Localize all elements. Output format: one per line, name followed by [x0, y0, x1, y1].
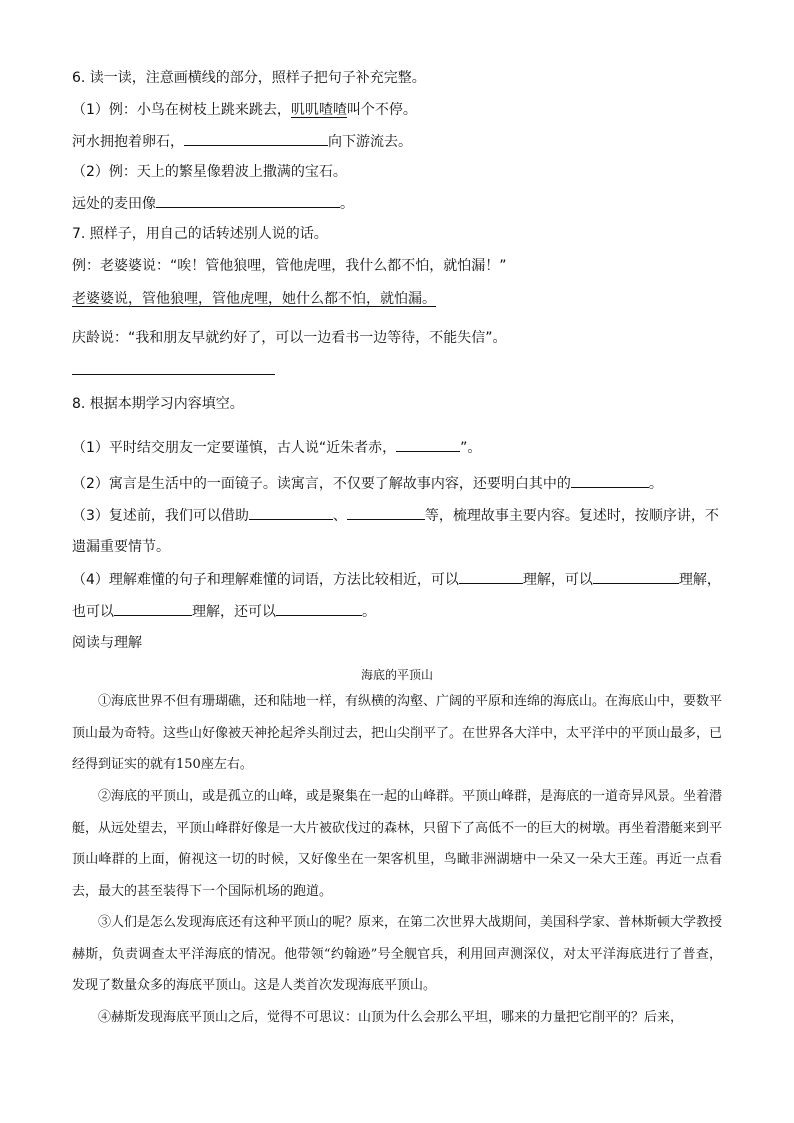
q6-blank-1[interactable]	[184, 131, 328, 146]
q7-answer	[72, 289, 436, 309]
q8-blank-5[interactable]	[459, 569, 523, 584]
q7-answer-line[interactable]	[72, 374, 275, 375]
q6-fill-1-pre: 河水拥抱着卵石，	[72, 134, 184, 150]
q8-blank-7[interactable]	[114, 601, 192, 616]
q8-part-4-a: （4）理解难懂的句子和理解难懂的词语，方法比较相近，可以	[72, 572, 459, 588]
passage-paragraph-4: ④赫斯发现海底平顶山之后，觉得不可思议：山顶为什么会那么平坦，哪来的力量把它削平的？后来，	[98, 1010, 684, 1025]
q8-part-3-c: 等，梳理故事主要内容。复述时，按顺序讲，不	[424, 508, 719, 524]
q6-blank-2[interactable]	[156, 193, 340, 208]
passage-paragraph-2: ②海底的平顶山，或是孤立的山峰，或是聚集在一起的山峰群。平顶山峰群，是海底的一道奇异风景。坐着潜艇，从远处望去，平顶山峰群好像是一大片被砍伐过的森林，只留下了高低不一的巨大的树墩。再坐着潜艇来到平顶山峰群的上面，俯视这一切的时候，又好像坐在一架客机里，鸟瞰非洲湖塘中一朵又一朵大王莲。再近一点看去，最大的甚至装得下一个国际机场的跑道。	[72, 789, 723, 899]
q8-part-3-line2: 遗漏重要情节。	[72, 539, 170, 555]
q6-fill-2-post: 。	[340, 196, 354, 212]
q8-part-4-line2	[72, 601, 376, 622]
q8-part-1-pre: （1）平时结交朋友一定要谨慎，古人说“近朱者赤，	[72, 440, 397, 456]
q8-part-2	[72, 473, 663, 494]
q6-example-1-post: 叫个不停。	[346, 102, 417, 118]
q8-blank-2[interactable]	[571, 473, 649, 488]
q6-example-1	[72, 100, 417, 120]
q7-example: 例：老婆婆说：“唉！管他狼哩，管他虎哩，我什么都不怕，就怕漏！”	[72, 258, 507, 274]
q8-part-1-post: ”。	[460, 440, 482, 456]
q8-part-2-pre: （2）寓言是生活中的一面镜子。读寓言，不仅要了解故事内容，还要明白其中的	[72, 476, 571, 492]
q8-blank-4[interactable]	[347, 505, 425, 520]
q8-blank-6[interactable]	[593, 569, 679, 584]
q6-stem: 6. 读一读，注意画横线的部分，照样子把句子补充完整。	[72, 70, 426, 86]
q6-fill-2-pre: 远处的麦田像	[72, 196, 156, 212]
q8-blank-8[interactable]	[276, 601, 362, 616]
q8-part-4	[72, 569, 721, 590]
q7-answer-underlined: 老婆婆说，管他狼哩，管他虎哩，她什么都不怕，就怕漏	[72, 291, 422, 307]
q8-part-3-a: （3）复述前，我们可以借助	[72, 508, 249, 524]
q8-stem: 8. 根据本期学习内容填空。	[72, 396, 244, 412]
q8-blank-3[interactable]	[249, 505, 333, 520]
q8-part-3	[72, 505, 719, 526]
q8-part-1	[72, 437, 481, 458]
q8-part-4-f: 。	[362, 604, 376, 620]
q8-part-4-e: 理解，还可以	[192, 604, 276, 620]
passage-paragraph-3: ③人们是怎么发现海底还有这种平顶山的呢？原来，在第二次世界大战期间，美国科学家、普林斯顿大学教授赫斯，负责调查太平洋海底的情况。他带领“约翰逊”号全舰官兵，利用回声测深仪，对太平洋海底进行了普查，发现了数量众多的海底平顶山。这是人类首次发现海底平顶山。	[72, 915, 723, 994]
q6-example-1-underlined: 叽叽喳喳	[290, 102, 347, 118]
q8-part-4-c: 理解，	[678, 572, 721, 588]
q8-part-3-b: 、	[332, 508, 347, 524]
passage-title: 海底的平顶山	[360, 668, 433, 682]
q6-fill-2	[72, 193, 354, 214]
q6-example-2: （2）例：天上的繁星像碧波上撒满的宝石。	[72, 164, 347, 180]
q8-part-4-d: 也可以	[72, 604, 114, 620]
q7-prompt: 庆龄说：“我和朋友早就约好了，可以一边看书一边等待，不能失信”。	[72, 330, 507, 346]
q6-fill-1-post: 向下游流去。	[328, 134, 412, 150]
reading-section-heading: 阅读与理解	[72, 635, 142, 651]
q7-stem: 7. 照样子，用自己的话转述别人说的话。	[72, 226, 328, 242]
q8-blank-1[interactable]	[396, 437, 460, 452]
passage-paragraph-1: ①海底世界不但有珊瑚礁，还和陆地一样，有纵横的沟壑、广阔的平原和连绵的海底山。在海底山中，要数平顶山最为奇特。这些山好像被天神抡起斧头削过去，把山尖削平了。在世界各大洋中，太平洋中的平顶山最多，已经得到证实的就有150座左右。	[72, 694, 723, 773]
q7-answer-end: 。	[422, 291, 436, 307]
q6-example-1-pre: （1）例：小鸟在树枝上跳来跳去，	[72, 102, 291, 118]
q8-part-4-b: 理解，可以	[522, 572, 593, 588]
q6-fill-1	[72, 131, 412, 152]
q8-part-2-post: 。	[648, 476, 663, 492]
